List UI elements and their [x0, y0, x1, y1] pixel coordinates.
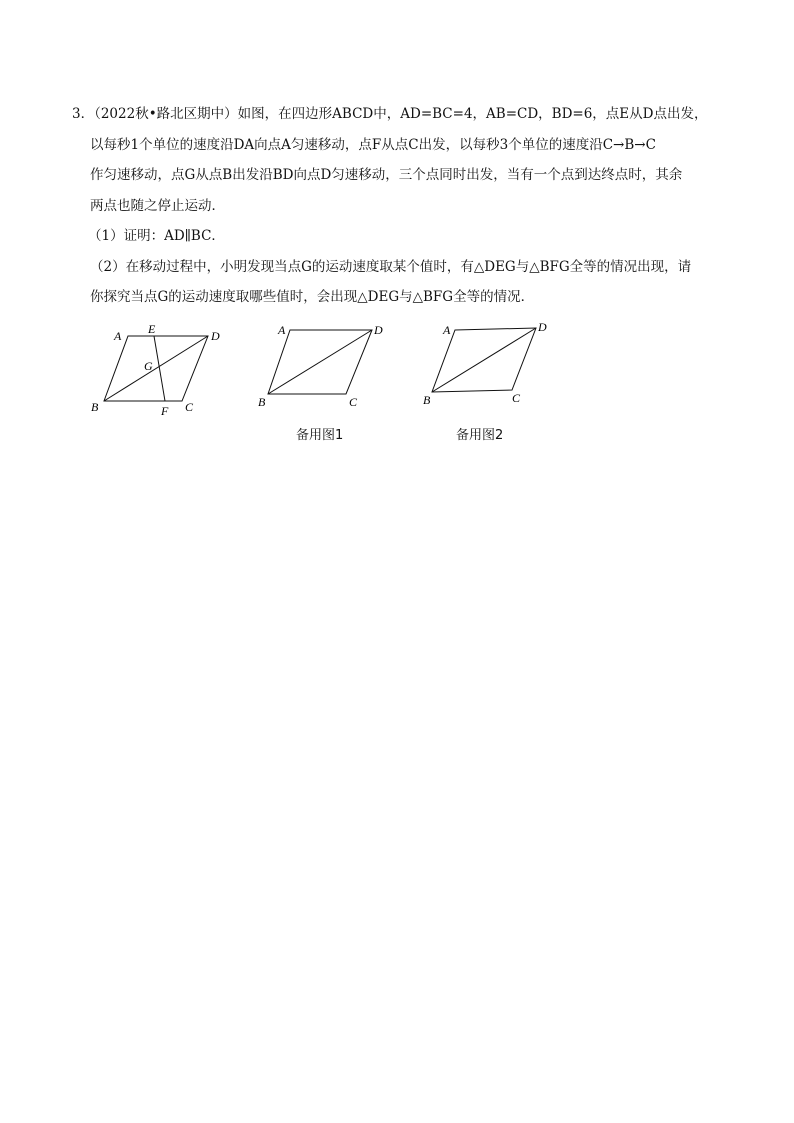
part-2-line-2: 你探究当点G的运动速度取哪些值时，会出现△DEG与△BFG全等的情况．	[90, 289, 535, 305]
fig2-label-b: B	[258, 395, 266, 409]
fig2-label-a: A	[278, 323, 286, 337]
fig3-label-b: B	[423, 393, 431, 407]
problem-line-1	[72, 99, 732, 130]
fig3-caption: 备用图2	[456, 428, 504, 443]
fig1-label-c: C	[185, 400, 194, 414]
problem-line-3: 作匀速移动，点G从点B出发沿BD向点D匀速移动，三个点同时出发，当有一个点到达终点时，其余	[90, 167, 683, 183]
fig3-label-d: D	[538, 320, 547, 334]
figure-1	[0, 318, 794, 448]
fig2-caption: 备用图1	[296, 428, 344, 443]
fig2-diagonal-bd	[268, 330, 372, 394]
fig3-label-c: C	[512, 391, 521, 405]
fig2-label-c: C	[349, 395, 358, 409]
fig1-label-a: A	[114, 329, 122, 343]
problem-line-1-text: 如图，在四边形ABCD中，AD=BC=4，AB=CD，BD=6，点E从D点出发，	[237, 106, 708, 122]
fig1-label-d: D	[211, 329, 220, 343]
fig3-diagonal-bd	[432, 328, 536, 392]
fig1-label-f: F	[161, 404, 169, 418]
part-1: （1）证明：AD∥BC．	[88, 228, 225, 244]
problem-line-2: 以每秒1个单位的速度沿DA向点A匀速移动，点F从点C出发，以每秒3个单位的速度沿C→B→C	[90, 136, 656, 153]
part-2-line-1: （2）在移动过程中，小明发现当点G的运动速度取某个值时，有△DEG与△BFG全等的情况出现，请	[90, 258, 692, 275]
fig2-label-d: D	[374, 323, 383, 337]
problem-line-4: 两点也随之停止运动．	[90, 197, 225, 214]
fig1-label-b: B	[91, 400, 99, 414]
figures-row	[0, 318, 794, 448]
problem-text	[72, 99, 732, 313]
fig1-label-g: G	[144, 359, 153, 373]
problem-source: （2022秋•路北区期中）	[94, 106, 238, 122]
problem-number: 3．	[72, 106, 95, 122]
fig1-label-e: E	[148, 322, 156, 336]
fig3-label-a: A	[443, 323, 451, 337]
